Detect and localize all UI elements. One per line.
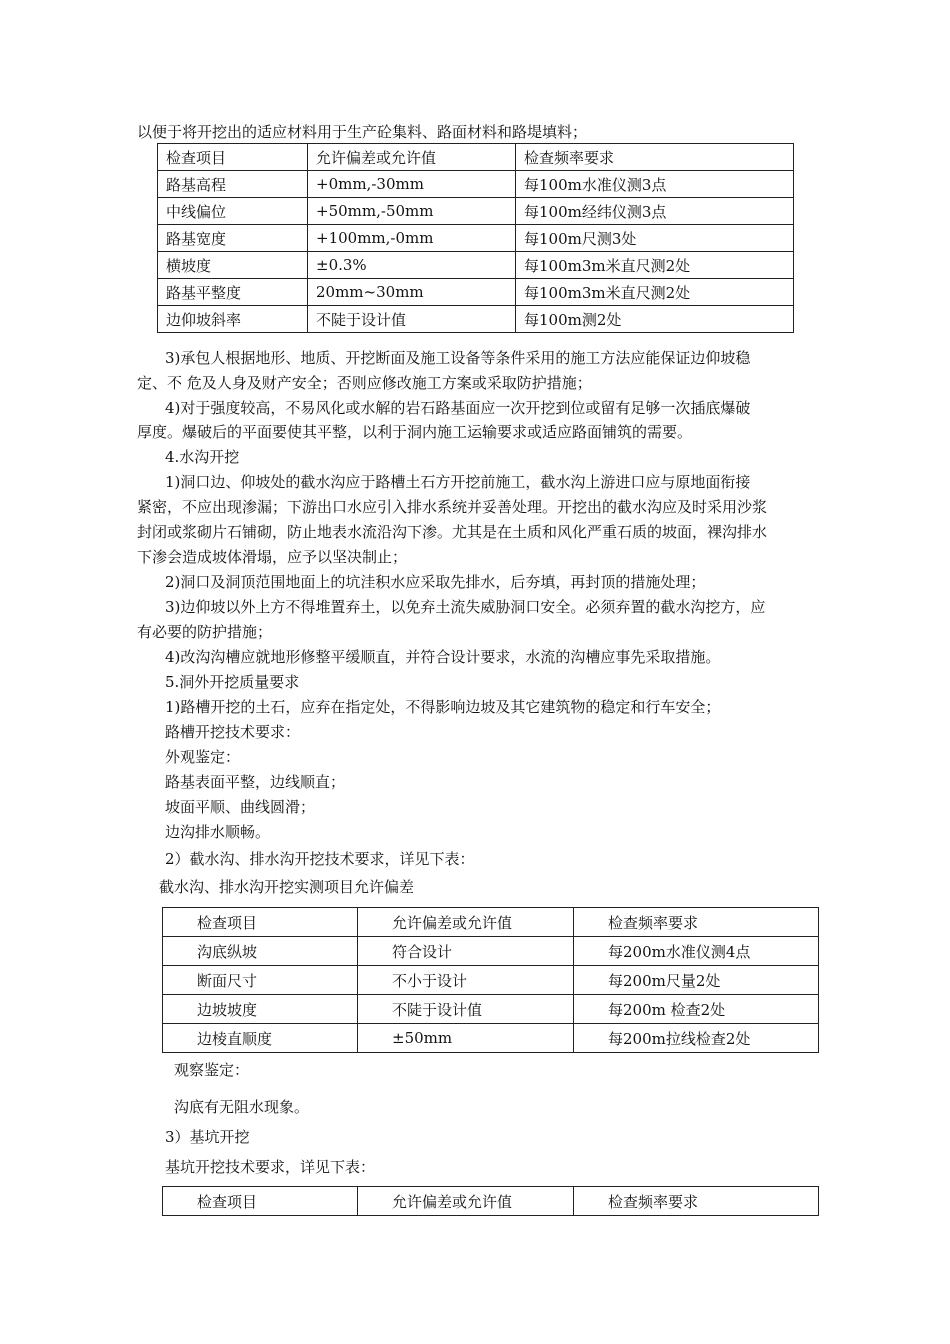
table-cell: 中线偏位 <box>158 198 308 225</box>
header-cell: 检查项目 <box>158 144 308 171</box>
table-cell: 每100m3m米直尺测2处 <box>516 279 794 306</box>
table-cell: ±0.3% <box>308 252 516 279</box>
paragraph-line: 4)对于强度较高，不易风化或水解的岩石路基面应一次开挖到位或留有足够一次插底爆破 <box>165 399 751 417</box>
table-header-row <box>163 1187 819 1216</box>
section-heading: 3）基坑开挖 <box>165 1128 250 1146</box>
table-cell: +50mm,-50mm <box>308 198 516 225</box>
paragraph-line: 4)改沟沟槽应就地形修整平缓顺直，并符合设计要求，水流的沟槽应事先采取措施。 <box>165 648 721 666</box>
paragraph-line: 定、不 危及人身及财产安全；否则应修改施工方案或采取防护措施； <box>137 374 592 392</box>
table-row <box>158 306 794 333</box>
table-cell: 边棱直顺度 <box>163 1024 358 1053</box>
paragraph-line: 封闭或浆砌片石铺砌，防止地表水流沿沟下渗。尤其是在土质和风化严重石质的坡面，裸沟排水 <box>137 523 768 541</box>
table-row <box>163 1024 819 1053</box>
paragraph-line: 厚度。爆破后的平面要使其平整，以利于洞内施工运输要求或适应路面铺筑的需要。 <box>137 423 693 441</box>
paragraph-line: 2)洞口及洞顶范围地面上的坑洼积水应采取先排水，后夯填，再封顶的措施处理； <box>165 573 706 591</box>
table-row <box>158 171 794 198</box>
section-heading: 5.洞外开挖质量要求 <box>165 673 300 691</box>
table-row <box>158 252 794 279</box>
table-row <box>158 198 794 225</box>
table-cell: 不陡于设计值 <box>358 995 574 1024</box>
table-cell: 符合设计 <box>358 937 574 966</box>
header-cell: 允许偏差或允许值 <box>358 908 574 937</box>
table-cell: +100mm,-0mm <box>308 225 516 252</box>
paragraph-line: 3)边仰坡以外上方不得堆置弃土，以免弃土流失威胁洞口安全。必须弃置的截水沟挖方，应 <box>165 598 766 616</box>
table-cell: 每200m 检查2处 <box>574 995 819 1024</box>
paragraph-line: 路槽开挖技术要求： <box>165 723 301 741</box>
table-cell: 每200m拉线检查2处 <box>574 1024 819 1053</box>
table-header-row <box>163 908 819 937</box>
table-row <box>163 966 819 995</box>
paragraph-line: 外观鉴定： <box>165 748 241 766</box>
table-cell: 每200m尺量2处 <box>574 966 819 995</box>
table-row <box>158 279 794 306</box>
table-cell: 路基平整度 <box>158 279 308 306</box>
table-cell: 20mm~30mm <box>308 279 516 306</box>
paragraph-line: 有必要的防护措施； <box>137 623 273 641</box>
paragraph-line: 坡面平顺、曲线圆滑； <box>165 798 316 816</box>
paragraph-line: 基坑开挖技术要求，详见下表： <box>165 1158 376 1176</box>
paragraph-line: 紧密，不应出现渗漏；下游出口水应引入排水系统并妥善处理。开挖出的截水沟应及时采用沙浆 <box>137 498 768 516</box>
table-cell: 不陡于设计值 <box>308 306 516 333</box>
paragraph-line: 1)路槽开挖的土石，应弃在指定处，不得影响边坡及其它建筑物的稳定和行车安全； <box>165 698 721 716</box>
ditch-check-table <box>162 907 819 1053</box>
paragraph-line: 边沟排水顺畅。 <box>165 823 271 841</box>
header-cell: 检查频率要求 <box>574 1187 819 1216</box>
table-cell: 路基高程 <box>158 171 308 198</box>
table-cell: 断面尺寸 <box>163 966 358 995</box>
table-cell: 每100m测2处 <box>516 306 794 333</box>
table-cell: 每100m经纬仪测3点 <box>516 198 794 225</box>
table-cell: 路基宽度 <box>158 225 308 252</box>
roadbed-check-table <box>157 143 794 333</box>
header-cell: 检查项目 <box>163 908 358 937</box>
table-cell: 每100m3m米直尺测2处 <box>516 252 794 279</box>
paragraph-line: 下渗会造成坡体滑塌，应予以坚决制止； <box>137 548 408 566</box>
header-cell: 检查项目 <box>163 1187 358 1216</box>
table-row <box>163 937 819 966</box>
intro-line: 以便于将开挖出的适应材料用于生产砼集料、路面材料和路堤填料； <box>137 123 588 141</box>
table-cell: 沟底纵坡 <box>163 937 358 966</box>
paragraph-line: 沟底有无阻水现象。 <box>174 1098 310 1116</box>
paragraph-line: 1)洞口边、仰坡处的截水沟应于路槽土石方开挖前施工，截水沟上游进口应与原地面衔接 <box>165 473 751 491</box>
table-caption: 截水沟、排水沟开挖实测项目允许偏差 <box>159 878 415 896</box>
header-cell: 检查频率要求 <box>516 144 794 171</box>
paragraph-line: 路基表面平整，边线顺直； <box>165 773 346 791</box>
table-row <box>158 225 794 252</box>
table-cell: 横坡度 <box>158 252 308 279</box>
paragraph-line: 2）截水沟、排水沟开挖技术要求，详见下表： <box>165 850 475 868</box>
section-heading: 4.水沟开挖 <box>165 448 240 466</box>
header-cell: 允许偏差或允许值 <box>308 144 516 171</box>
table-cell: +0mm,-30mm <box>308 171 516 198</box>
table-cell: 每200m水准仪测4点 <box>574 937 819 966</box>
table-cell: 边仰坡斜率 <box>158 306 308 333</box>
table-cell: 每100m尺测3处 <box>516 225 794 252</box>
table-cell: 每100m水准仪测3点 <box>516 171 794 198</box>
table-cell: 不小于设计 <box>358 966 574 995</box>
table-cell: ±50mm <box>358 1024 574 1053</box>
paragraph-line: 3)承包人根据地形、地质、开挖断面及施工设备等条件采用的施工方法应能保证边仰坡稳 <box>165 349 751 367</box>
table-header-row <box>158 144 794 171</box>
table-cell: 边坡坡度 <box>163 995 358 1024</box>
pit-check-table <box>162 1186 819 1216</box>
table-row <box>163 995 819 1024</box>
header-cell: 检查频率要求 <box>574 908 819 937</box>
header-cell: 允许偏差或允许值 <box>358 1187 574 1216</box>
paragraph-line: 观察鉴定： <box>174 1061 250 1079</box>
